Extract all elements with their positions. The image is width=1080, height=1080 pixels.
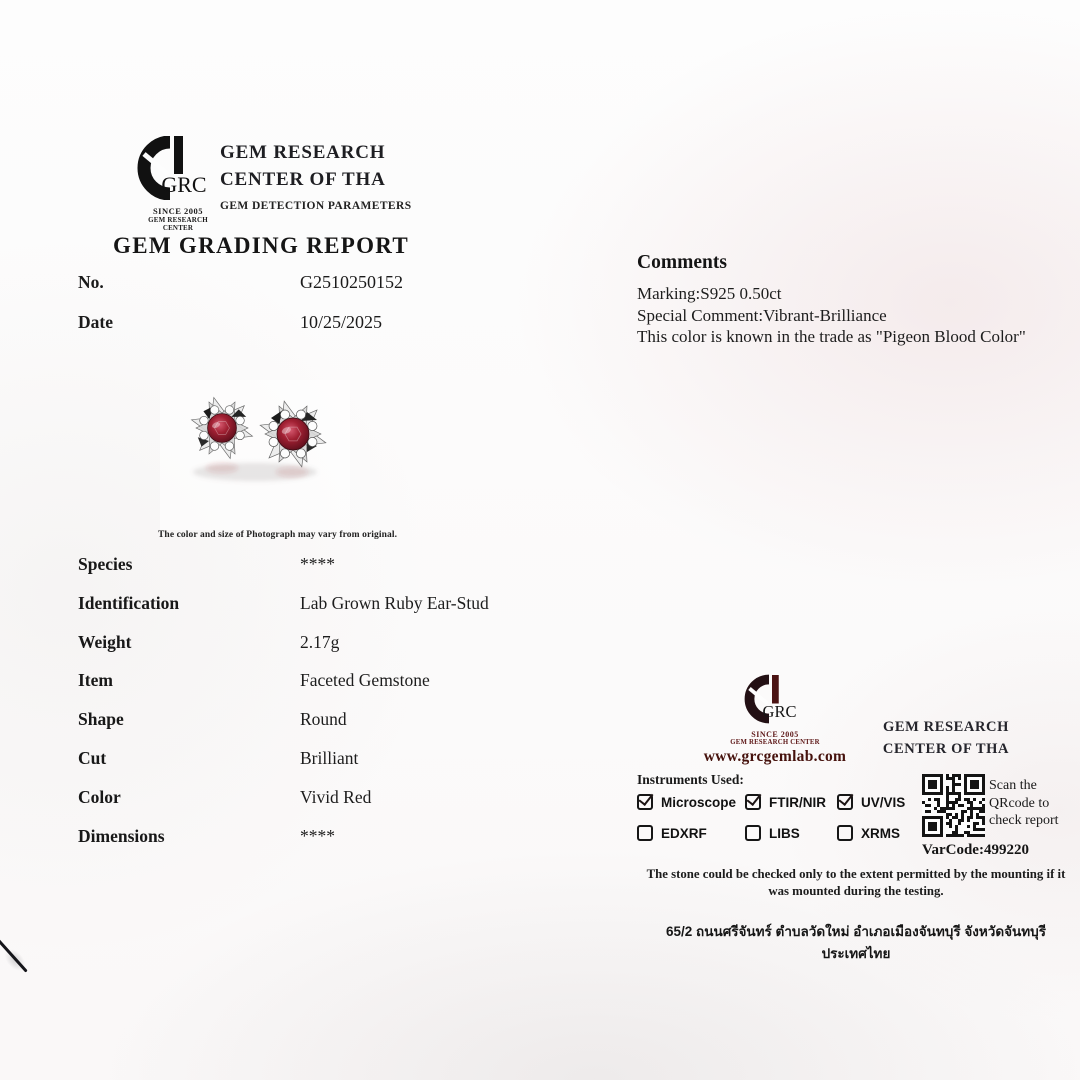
checkmark-icon [839, 790, 854, 806]
checkbox-checked-icon [745, 794, 761, 810]
report-date-label: Date [78, 312, 113, 332]
comments-title: Comments [637, 252, 727, 273]
spec-row [78, 709, 489, 748]
comments-body [637, 283, 1045, 348]
varcode-text: VarCode:499220 [922, 842, 1029, 858]
svg-text:GRC: GRC [161, 172, 207, 197]
gem-photo [160, 380, 350, 530]
footer-org-block [868, 716, 1024, 760]
comment-line: This color is known in the trade as "Pigeon Blood Color" [637, 327, 1026, 346]
spec-label: Weight [78, 631, 132, 652]
instrument-label: XRMS [861, 825, 901, 841]
spec-row [78, 670, 489, 709]
qr-caption: Scan the QRcode to check report [989, 778, 1059, 828]
spec-value: **** [300, 825, 335, 846]
instrument-label: Microscope [661, 794, 737, 810]
mounting-disclaimer: The stone could be checked only to the extent permitted by the mounting if it was mounted during the testing. [646, 867, 1066, 898]
report-no-label: No. [78, 272, 104, 292]
checkmark-icon [639, 790, 654, 806]
org-tagline: GEM DETECTION PARAMETERS [220, 200, 412, 212]
report-date-value: 10/25/2025 [300, 312, 383, 332]
org-name-line2: CENTER OF THA [220, 169, 386, 190]
grc-logo-footer-icon [742, 674, 808, 724]
instrument-item [745, 793, 837, 811]
footer-logo-block [690, 674, 860, 766]
comment-line: Special Comment:Vibrant-Brilliance [637, 305, 887, 325]
checkbox-checked-icon [837, 794, 853, 810]
checkbox-unchecked-icon [837, 825, 853, 841]
report-no-row [78, 272, 403, 293]
instrument-item [837, 824, 917, 842]
svg-text:GRC: GRC [762, 702, 797, 721]
report-no-value: G2510250152 [300, 272, 403, 292]
spec-table [78, 554, 489, 864]
checkbox-unchecked-icon [637, 825, 653, 841]
grc-logo-icon [134, 136, 222, 200]
spec-label: Color [78, 786, 121, 807]
spec-label: Identification [78, 592, 180, 613]
instrument-label: LIBS [769, 825, 800, 841]
instrument-label: FTIR/NIR [769, 794, 826, 810]
spec-row [78, 826, 489, 865]
spec-value: **** [300, 554, 335, 574]
spec-row [78, 787, 489, 826]
footer-logo-since: SINCE 2005 [751, 730, 799, 739]
instruments-grid [637, 793, 917, 842]
header-logo [133, 136, 223, 232]
footer-logo-center: GEM RESEARCH CENTER [730, 739, 820, 746]
spec-row [78, 554, 489, 593]
comments-section [637, 252, 1045, 348]
footer-org-line1: GEM RESEARCH [882, 719, 1010, 735]
photo-caption: The color and size of Photograph may vary from original. [158, 530, 398, 540]
spec-value: Round [300, 709, 347, 730]
spec-row [78, 593, 489, 632]
org-name-line1: GEM RESEARCH [220, 142, 386, 163]
instrument-item [745, 824, 837, 842]
comment-line: Marking:S925 0.50ct [637, 284, 782, 303]
spec-row [78, 632, 489, 671]
logo-center-text: GEM RESEARCH CENTER [148, 216, 208, 232]
instrument-item [837, 793, 917, 811]
checkbox-unchecked-icon [745, 825, 761, 841]
instrument-item [637, 824, 745, 842]
spec-label: Shape [78, 709, 124, 730]
website-text: www.grcgemlab.com [703, 748, 847, 765]
thai-address: 65/2 ถนนศรีจันทร์ ตำบลวัดใหม่ อำเภอเมืองจันทบุรี จังหวัดจันทบุรี ประเทศไทย [666, 924, 1046, 961]
footer-org-line2: CENTER OF THA [882, 741, 1010, 757]
instrument-label: EDXRF [661, 825, 707, 841]
spec-value: Brilliant [300, 747, 359, 768]
spec-value: 2.17g [300, 631, 340, 652]
spec-value: Faceted Gemstone [300, 670, 430, 691]
spec-value: Vivid Red [300, 786, 372, 807]
instrument-label: UV/VIS [861, 794, 906, 810]
instrument-item [637, 793, 745, 811]
report-title: GEM GRADING REPORT [113, 233, 410, 258]
spec-label: Cut [78, 747, 107, 768]
checkmark-icon [747, 790, 762, 806]
spec-label: Species [78, 554, 133, 574]
logo-since-text: SINCE 2005 [152, 206, 204, 216]
spec-label: Dimensions [78, 825, 165, 846]
spec-value: Lab Grown Ruby Ear-Stud [300, 592, 489, 613]
report-date-row [78, 312, 382, 333]
qr-code [922, 774, 985, 837]
spec-label: Item [78, 670, 113, 691]
instruments-used-label: Instruments Used: [637, 772, 744, 787]
header-org-block [220, 139, 412, 212]
ruby-ear-studs-image [160, 380, 350, 530]
spec-row [78, 748, 489, 787]
checkbox-checked-icon [637, 794, 653, 810]
